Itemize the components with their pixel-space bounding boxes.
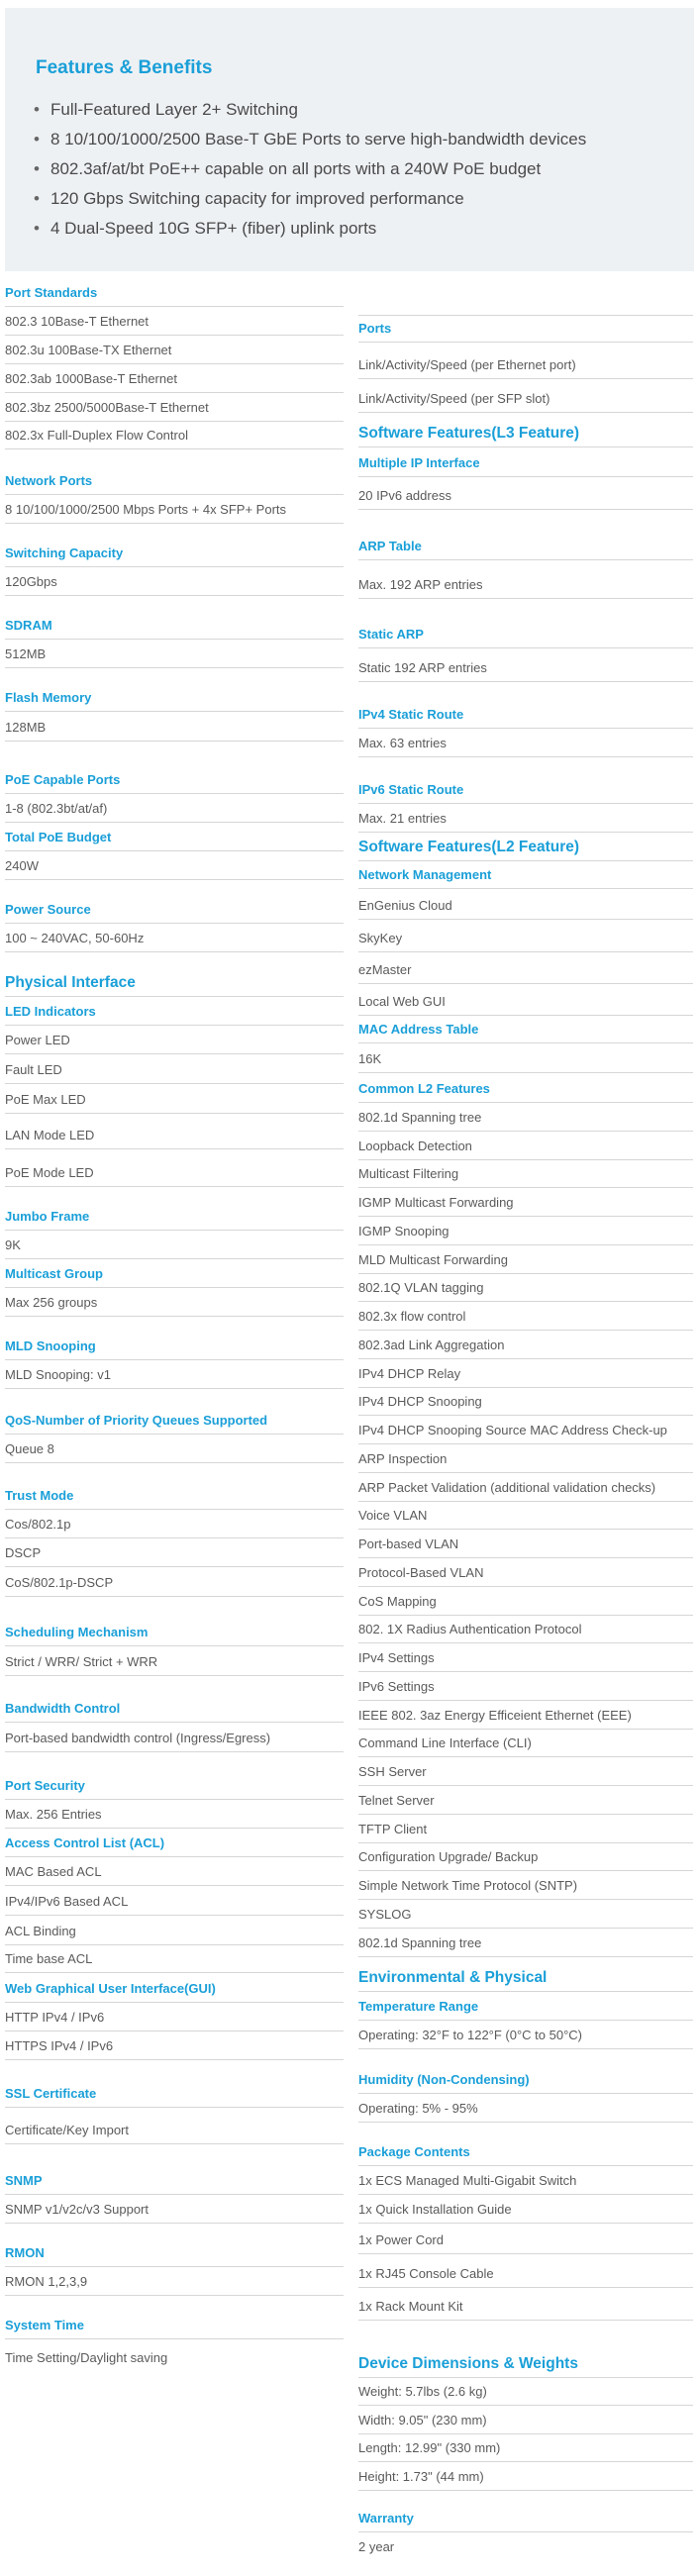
spec-row: Operating: 32°F to 122°F (0°C to 50°C) bbox=[358, 2028, 693, 2049]
spec-heading: Trust Mode bbox=[5, 1488, 344, 1510]
section-title: Physical Interface bbox=[5, 974, 344, 997]
spec-row: 9K bbox=[5, 1238, 344, 1259]
spec-row: IPv4/IPv6 Based ACL bbox=[5, 1894, 344, 1916]
spec-heading: Multicast Group bbox=[5, 1266, 344, 1288]
spec-row: IGMP Snooping bbox=[358, 1224, 693, 1245]
spec-row: Fault LED bbox=[5, 1062, 344, 1084]
spec-row: ARP Inspection bbox=[358, 1451, 693, 1473]
spec-heading: Total PoE Budget bbox=[5, 830, 344, 851]
spec-row: Max 256 groups bbox=[5, 1295, 344, 1317]
spec-row: Port-based VLAN bbox=[358, 1536, 693, 1558]
spec-heading: MLD Snooping bbox=[5, 1338, 344, 1360]
spec-row: Loopback Detection bbox=[358, 1139, 693, 1160]
feature-item: • 4 Dual-Speed 10G SFP+ (fiber) uplink ports bbox=[31, 214, 694, 244]
spec-row: Command Line Interface (CLI) bbox=[358, 1735, 693, 1757]
spec-row: Configuration Upgrade/ Backup bbox=[358, 1849, 693, 1871]
spec-row: CoS/802.1p-DSCP bbox=[5, 1575, 344, 1597]
spec-heading: Switching Capacity bbox=[5, 545, 344, 567]
spec-row: MLD Multicast Forwarding bbox=[358, 1252, 693, 1274]
spec-row: SYSLOG bbox=[358, 1907, 693, 1929]
spec-row: Time base ACL bbox=[5, 1951, 344, 1973]
spec-row: IPv4 DHCP Snooping Source MAC Address Check-up bbox=[358, 1423, 693, 1444]
spec-heading: Common L2 Features bbox=[358, 1081, 693, 1103]
spec-row: Voice VLAN bbox=[358, 1508, 693, 1530]
spec-heading: IPv4 Static Route bbox=[358, 707, 693, 729]
spec-row: 1-8 (802.3bt/at/af) bbox=[5, 801, 344, 823]
spec-row: Operating: 5% - 95% bbox=[358, 2101, 693, 2123]
spec-row: MLD Snooping: v1 bbox=[5, 1367, 344, 1389]
spec-row: 1x ECS Managed Multi-Gigabit Switch bbox=[358, 2173, 693, 2195]
spec-row: 100 ~ 240VAC, 50-60Hz bbox=[5, 931, 344, 952]
spec-row: 20 IPv6 address bbox=[358, 488, 693, 510]
spec-row: TFTP Client bbox=[358, 1822, 693, 1843]
feature-item: • 8 10/100/1000/2500 Base-T GbE Ports to serve high-bandwidth devices bbox=[31, 125, 694, 154]
spec-row: IGMP Multicast Forwarding bbox=[358, 1195, 693, 1217]
spec-row: Time Setting/Daylight saving bbox=[5, 2350, 168, 2365]
spec-row: PoE Max LED bbox=[5, 1092, 344, 1114]
section-title: Software Features(L3 Feature) bbox=[358, 425, 693, 447]
spec-row: 802.3 10Base-T Ethernet bbox=[5, 314, 344, 336]
spec-row: Local Web GUI bbox=[358, 994, 693, 1016]
spec-row: 128MB bbox=[5, 720, 344, 742]
spec-row: Length: 12.99" (330 mm) bbox=[358, 2440, 693, 2462]
spec-heading: Jumbo Frame bbox=[5, 1209, 344, 1231]
spec-row: Height: 1.73" (44 mm) bbox=[358, 2469, 693, 2491]
spec-row: CoS Mapping bbox=[358, 1594, 693, 1616]
spec-row: Queue 8 bbox=[5, 1441, 344, 1463]
spec-row: 802.3x Full-Duplex Flow Control bbox=[5, 428, 344, 449]
features-title: Features & Benefits bbox=[36, 57, 213, 78]
spec-row: Protocol-Based VLAN bbox=[358, 1565, 693, 1587]
spec-heading: Bandwidth Control bbox=[5, 1701, 344, 1723]
feature-item: • 802.3af/at/bt PoE++ capable on all ports with a 240W PoE budget bbox=[31, 154, 694, 184]
spec-row: 1x Power Cord bbox=[358, 2232, 693, 2254]
spec-heading: System Time bbox=[5, 2318, 344, 2339]
section-title: Environmental & Physical bbox=[358, 1969, 693, 1992]
spec-row: 802.3ad Link Aggregation bbox=[358, 1338, 693, 1359]
spec-row: 1x RJ45 Console Cable bbox=[358, 2266, 693, 2288]
spec-row: IEEE 802. 3az Energy Efficeient Ethernet (EEE) bbox=[358, 1708, 693, 1730]
spec-heading: RMON bbox=[5, 2245, 344, 2267]
spec-row: 8 10/100/1000/2500 Mbps Ports + 4x SFP+ Ports bbox=[5, 502, 344, 524]
spec-heading: Multiple IP Interface bbox=[358, 455, 693, 477]
spec-row: IPv4 DHCP Snooping bbox=[358, 1394, 693, 1416]
section-title: Device Dimensions & Weights bbox=[358, 2355, 693, 2378]
spec-row: EnGenius Cloud bbox=[358, 898, 693, 920]
spec-row: Cos/802.1p bbox=[5, 1517, 344, 1538]
spec-row: DSCP bbox=[5, 1545, 344, 1567]
spec-row: Max. 256 Entries bbox=[5, 1807, 344, 1829]
spec-row: SkyKey bbox=[358, 931, 693, 952]
spec-heading: Static ARP bbox=[358, 627, 693, 648]
spec-heading: PoE Capable Ports bbox=[5, 772, 344, 794]
spec-row: 2 year bbox=[358, 2539, 395, 2554]
spec-row: 16K bbox=[358, 1051, 693, 1073]
spec-heading: Power Source bbox=[5, 902, 344, 924]
spec-heading: LED Indicators bbox=[5, 1004, 344, 1026]
spec-row: Strict / WRR/ Strict + WRR bbox=[5, 1654, 344, 1676]
spec-row: Max. 192 ARP entries bbox=[358, 577, 693, 599]
spec-row: HTTPS IPv4 / IPv6 bbox=[5, 2038, 344, 2060]
spec-heading: Humidity (Non-Condensing) bbox=[358, 2072, 693, 2094]
spec-heading: Temperature Range bbox=[358, 1999, 693, 2021]
spec-heading: Package Contents bbox=[358, 2144, 693, 2166]
spec-row: Telnet Server bbox=[358, 1793, 693, 1815]
spec-row: LAN Mode LED bbox=[5, 1128, 344, 1149]
spec-row: 240W bbox=[5, 858, 344, 880]
spec-heading: Access Control List (ACL) bbox=[5, 1835, 344, 1857]
feature-item: • Full-Featured Layer 2+ Switching bbox=[31, 95, 694, 125]
spec-row: IPv6 Settings bbox=[358, 1679, 693, 1701]
spec-heading: QoS-Number of Priority Queues Supported bbox=[5, 1413, 344, 1435]
spec-row: MAC Based ACL bbox=[5, 1864, 344, 1886]
spec-row: Weight: 5.7lbs (2.6 kg) bbox=[358, 2384, 693, 2406]
spec-row: PoE Mode LED bbox=[5, 1165, 344, 1187]
spec-heading: Warranty bbox=[358, 2511, 693, 2532]
features-list bbox=[31, 95, 694, 244]
spec-heading: SNMP bbox=[5, 2173, 344, 2195]
spec-row: Simple Network Time Protocol (SNTP) bbox=[358, 1878, 693, 1900]
spec-row: 802.3x flow control bbox=[358, 1309, 693, 1331]
spec-row: 1x Rack Mount Kit bbox=[358, 2299, 693, 2321]
spec-row: Multicast Filtering bbox=[358, 1166, 693, 1188]
spec-row: Certificate/Key Import bbox=[5, 2123, 344, 2144]
divider-line bbox=[358, 315, 693, 316]
spec-heading: Web Graphical User Interface(GUI) bbox=[5, 1981, 344, 2003]
spec-row: ACL Binding bbox=[5, 1924, 344, 1945]
spec-row: Link/Activity/Speed (per Ethernet port) bbox=[358, 357, 693, 379]
feature-item: • 120 Gbps Switching capacity for improved performance bbox=[31, 184, 694, 214]
spec-row: 802.3u 100Base-TX Ethernet bbox=[5, 343, 344, 364]
spec-heading: SSL Certificate bbox=[5, 2086, 344, 2108]
spec-heading: MAC Address Table bbox=[358, 1022, 693, 1043]
spec-row: 1x Quick Installation Guide bbox=[358, 2202, 693, 2224]
spec-heading: Port Security bbox=[5, 1778, 344, 1800]
spec-row: 802.3ab 1000Base-T Ethernet bbox=[5, 371, 344, 393]
spec-row: Port-based bandwidth control (Ingress/Egress) bbox=[5, 1731, 344, 1752]
spec-heading: SDRAM bbox=[5, 618, 344, 640]
spec-row: IPv4 DHCP Relay bbox=[358, 1366, 693, 1388]
spec-row: 802. 1X Radius Authentication Protocol bbox=[358, 1622, 693, 1643]
spec-heading: ARP Table bbox=[358, 539, 693, 560]
spec-row: Max. 63 entries bbox=[358, 736, 693, 757]
spec-row: Max. 21 entries bbox=[358, 811, 693, 833]
spec-heading: Ports bbox=[358, 321, 693, 343]
spec-heading: Port Standards bbox=[5, 285, 344, 307]
spec-row: 120Gbps bbox=[5, 574, 344, 596]
spec-row: SNMP v1/v2c/v3 Support bbox=[5, 2202, 344, 2224]
spec-row: ARP Packet Validation (additional validation checks) bbox=[358, 1480, 693, 1502]
spec-row: Power LED bbox=[5, 1033, 344, 1054]
spec-row: Static 192 ARP entries bbox=[358, 660, 693, 682]
spec-row: IPv4 Settings bbox=[358, 1650, 693, 1672]
spec-row: SSH Server bbox=[358, 1764, 693, 1786]
spec-row: 802.3bz 2500/5000Base-T Ethernet bbox=[5, 400, 344, 422]
section-title: Software Features(L2 Feature) bbox=[358, 839, 693, 861]
spec-heading: Scheduling Mechanism bbox=[5, 1625, 344, 1646]
spec-row: Link/Activity/Speed (per SFP slot) bbox=[358, 391, 693, 413]
spec-row: Width: 9.05" (230 mm) bbox=[358, 2413, 693, 2434]
spec-heading: Flash Memory bbox=[5, 690, 344, 712]
features-benefits-panel bbox=[5, 8, 694, 271]
spec-row: HTTP IPv4 / IPv6 bbox=[5, 2010, 344, 2031]
spec-heading: Network Management bbox=[358, 867, 693, 889]
spec-heading: Network Ports bbox=[5, 473, 344, 495]
spec-row: RMON 1,2,3,9 bbox=[5, 2274, 344, 2296]
spec-row: ezMaster bbox=[358, 962, 693, 984]
spec-row: 802.1Q VLAN tagging bbox=[358, 1280, 693, 1302]
spec-row: 802.1d Spanning tree bbox=[358, 1935, 693, 1957]
spec-heading: IPv6 Static Route bbox=[358, 782, 693, 804]
spec-row: 512MB bbox=[5, 646, 344, 668]
spec-row: 802.1d Spanning tree bbox=[358, 1110, 693, 1132]
